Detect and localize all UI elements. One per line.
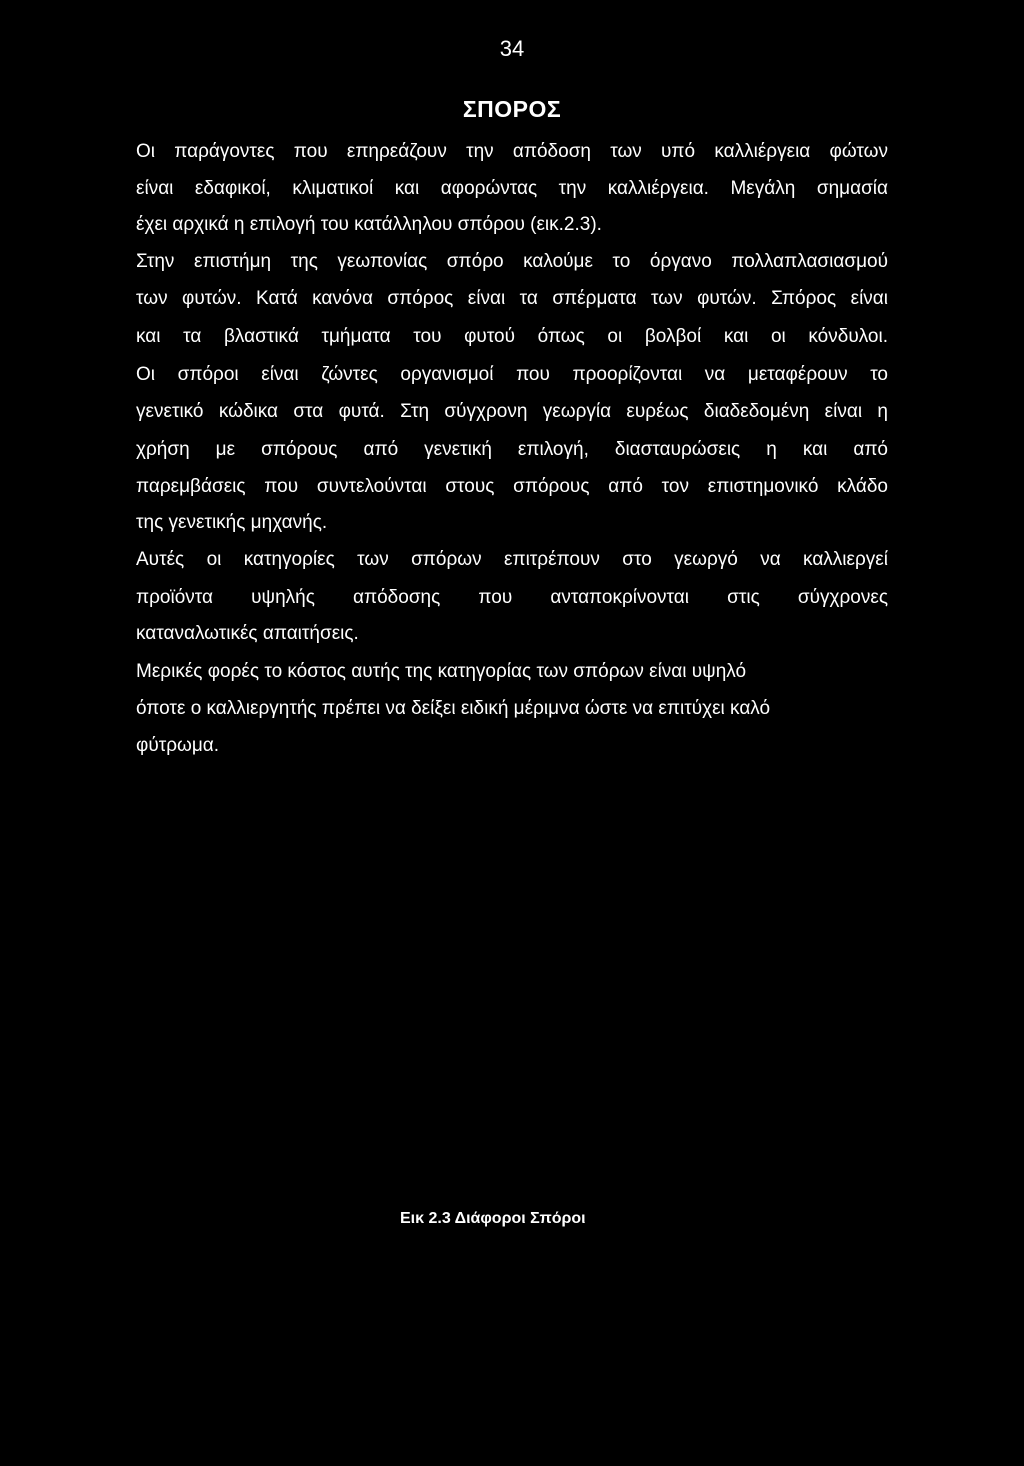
text-line: παρεμβάσεις που συντελούνται στους σπόρους από τον επιστημονικό κλάδο: [136, 476, 888, 497]
text-line: Μερικές φορές το κόστος αυτής της κατηγορίας των σπόρων είναι υψηλό: [136, 661, 747, 682]
text-line: γενετικό κώδικα στα φυτά. Στη σύγχρονη γεωργία ευρέως διαδεδομένη είναι η: [136, 401, 888, 422]
text-line: Οι παράγοντες που επηρεάζουν την απόδοση των υπό καλλιέργεια φώτων: [136, 141, 888, 162]
page-title: ΣΠΟΡΟΣ: [462, 96, 562, 122]
text-line: των φυτών. Κατά κανόνα σπόρος είναι τα σπέρματα των φυτών. Σπόρος είναι: [136, 288, 888, 309]
text-line: φύτρωμα.: [136, 735, 220, 756]
text-line: και τα βλαστικά τμήματα του φυτού όπως οι βολβοί και οι κόνδυλοι.: [136, 326, 888, 347]
text-line: Αυτές οι κατηγορίες των σπόρων επιτρέπουν στο γεωργό να καλλιεργεί: [136, 549, 888, 570]
text-line: Στην επιστήμη της γεωπονίας σπόρο καλούμε το όργανο πολλαπλασιασμού: [136, 251, 888, 272]
text-line: προϊόντα υψηλής απόδοσης που ανταποκρίνονται στις σύγχρονες: [136, 587, 888, 608]
text-line: καταναλωτικές απαιτήσεις.: [136, 623, 359, 644]
text-line: της γενετικής μηχανής.: [136, 512, 328, 533]
text-line: έχει αρχικά η επιλογή του κατάλληλου σπόρου (εικ.2.3).: [136, 214, 602, 235]
figure-caption: Εικ 2.3 Διάφοροι Σπόροι: [400, 1210, 586, 1227]
text-line: είναι εδαφικοί, κλιματικοί και αφορώντας την καλλιέργεια. Μεγάλη σημασία: [136, 178, 888, 199]
text-line: χρήση με σπόρους από γενετική επιλογή, διασταυρώσεις η και από: [136, 439, 888, 460]
page-number: 34: [499, 36, 525, 61]
text-line: όποτε ο καλλιεργητής πρέπει να δείξει ειδική μέριμνα ώστε να επιτύχει καλό: [136, 698, 771, 719]
text-line: Οι σπόροι είναι ζώντες οργανισμοί που προορίζονται να μεταφέρουν το: [136, 364, 888, 385]
